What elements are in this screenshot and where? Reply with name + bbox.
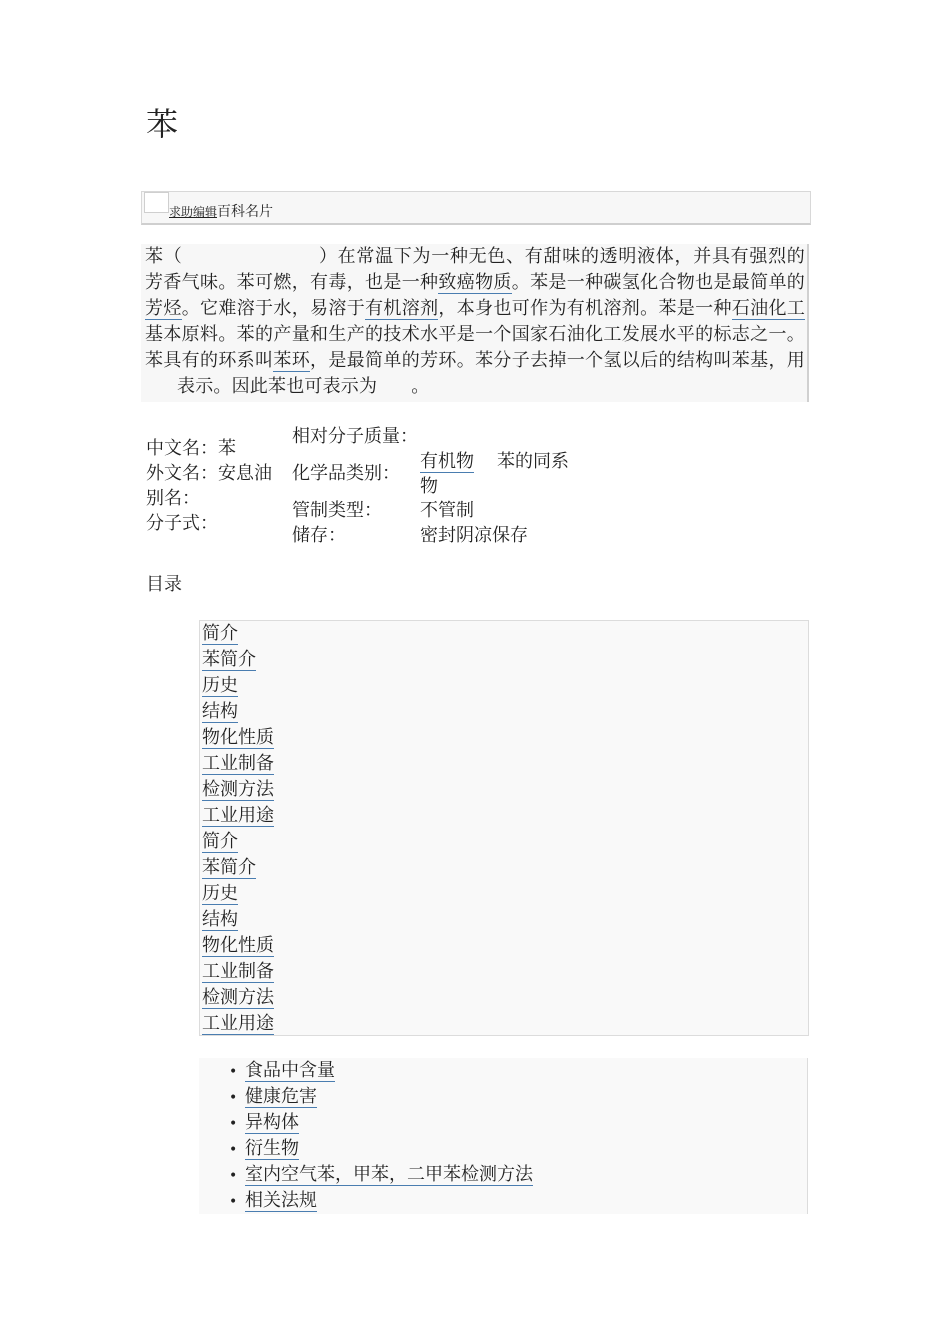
toc-link[interactable]: 工业制备 bbox=[202, 753, 274, 774]
baike-card-bar bbox=[141, 191, 811, 225]
toc-link[interactable]: 结构 bbox=[202, 701, 238, 722]
toc-item[interactable] bbox=[202, 933, 808, 959]
toc-sub-item[interactable] bbox=[245, 1084, 807, 1110]
toc-item[interactable] bbox=[202, 673, 808, 699]
info-storage-value: 密封阴凉保存 bbox=[420, 525, 528, 546]
toc-sub-link[interactable]: 室内空气苯，甲苯，二甲苯检测方法 bbox=[245, 1164, 533, 1185]
info-chem-class-homolog: 苯的同系 bbox=[497, 451, 569, 472]
toc-link[interactable]: 工业用途 bbox=[202, 805, 274, 826]
help-edit-link[interactable]: 求助编辑 bbox=[169, 205, 218, 219]
toc-link[interactable]: 检测方法 bbox=[202, 987, 274, 1008]
toc-item[interactable] bbox=[202, 881, 808, 907]
toc-link[interactable]: 工业用途 bbox=[202, 1013, 274, 1034]
toc-link[interactable]: 历史 bbox=[202, 883, 238, 904]
info-chem-class-label: 化学品类别： bbox=[292, 463, 400, 484]
toc-sub-link[interactable]: 衍生物 bbox=[245, 1138, 299, 1159]
card-image-placeholder bbox=[144, 192, 169, 213]
info-formula: 分子式： bbox=[146, 513, 218, 534]
toc-sub-item[interactable] bbox=[245, 1136, 807, 1162]
toc-sub-item[interactable] bbox=[245, 1110, 807, 1136]
table-of-contents bbox=[199, 620, 809, 1036]
intro-text: 。它难溶于水，易溶于 bbox=[181, 298, 366, 319]
toc-sub-list bbox=[199, 1058, 808, 1214]
toc-sub-link[interactable]: 健康危害 bbox=[245, 1086, 317, 1107]
intro-text: 。 bbox=[411, 376, 430, 397]
toc-item[interactable] bbox=[202, 1011, 808, 1037]
toc-heading: 目录 bbox=[146, 574, 182, 595]
toc-item[interactable] bbox=[202, 985, 808, 1011]
toc-item[interactable] bbox=[202, 725, 808, 751]
intro-text: 基本原料。苯的产量和生产的技术水平是一个国家石油化工发展水平的标志之一。苯具有的环系叫 bbox=[145, 324, 805, 371]
intro-text: 。苯是一种碳氢化合物也是最简单的 bbox=[511, 272, 805, 293]
toc-link[interactable]: 苯简介 bbox=[202, 857, 256, 878]
info-storage-label: 储存： bbox=[292, 525, 346, 546]
toc-sub-item[interactable] bbox=[245, 1058, 807, 1084]
info-control-label: 管制类型： bbox=[292, 500, 382, 521]
link-carcinogen[interactable]: 致癌物质 bbox=[438, 272, 512, 293]
intro-text: 表示。因此苯也可表示为 bbox=[177, 376, 378, 397]
toc-link[interactable]: 历史 bbox=[202, 675, 238, 696]
toc-sub-item[interactable] bbox=[245, 1162, 807, 1188]
page-title: 苯 bbox=[146, 105, 179, 143]
link-benzene-ring[interactable]: 苯环 bbox=[273, 350, 311, 371]
toc-item[interactable] bbox=[202, 621, 808, 647]
info-chem-class-homolog-cont: 物 bbox=[420, 476, 438, 497]
toc-item[interactable] bbox=[202, 829, 808, 855]
toc-sub-link[interactable]: 食品中含量 bbox=[245, 1060, 335, 1081]
intro-text: ，本身也可作为有机溶剂。苯是一种 bbox=[438, 298, 732, 319]
toc-link[interactable]: 结构 bbox=[202, 909, 238, 930]
toc-item[interactable] bbox=[202, 855, 808, 881]
info-control-value: 不管制 bbox=[420, 500, 474, 521]
toc-sub-item[interactable] bbox=[245, 1188, 807, 1214]
toc-item[interactable] bbox=[202, 803, 808, 829]
intro-paragraph bbox=[141, 244, 807, 400]
info-alias: 别名： bbox=[146, 488, 200, 509]
info-chinese-name: 中文名：苯 bbox=[146, 438, 236, 459]
toc-link[interactable]: 简介 bbox=[202, 831, 238, 852]
intro-text: 苯（ bbox=[145, 246, 183, 267]
info-molar-mass: 相对分子质量： bbox=[292, 426, 418, 447]
toc-sub-link[interactable]: 异构体 bbox=[245, 1112, 299, 1133]
toc-item[interactable] bbox=[202, 751, 808, 777]
toc-item[interactable] bbox=[202, 647, 808, 673]
info-chem-class-link-organic[interactable]: 有机物 bbox=[420, 451, 474, 472]
info-foreign-name: 外文名：安息油 bbox=[146, 463, 272, 484]
toc-item[interactable] bbox=[202, 699, 808, 725]
link-organic-solvent[interactable]: 有机溶剂 bbox=[365, 298, 439, 319]
toc-link[interactable]: 物化性质 bbox=[202, 727, 274, 748]
toc-item[interactable] bbox=[202, 907, 808, 933]
toc-item[interactable] bbox=[202, 777, 808, 803]
intro-text: ，是最简单的芳环。苯分子去掉一个氢以后的结构叫苯基，用 bbox=[310, 350, 805, 371]
intro-text: ）在常温下为一种无色、有甜味的透明液体，并具有强烈的芳香气味。苯可燃，有毒，也是一种 bbox=[145, 246, 805, 293]
toc-link[interactable]: 物化性质 bbox=[202, 935, 274, 956]
link-aromatic[interactable]: 芳烃 bbox=[145, 298, 182, 319]
toc-link[interactable]: 检测方法 bbox=[202, 779, 274, 800]
toc-sub-link[interactable]: 相关法规 bbox=[245, 1190, 317, 1211]
toc-link[interactable]: 工业制备 bbox=[202, 961, 274, 982]
card-label: 百科名片 bbox=[217, 204, 274, 220]
toc-link[interactable]: 简介 bbox=[202, 623, 238, 644]
intro-summary bbox=[141, 244, 809, 402]
toc-item[interactable] bbox=[202, 959, 808, 985]
toc-link[interactable]: 苯简介 bbox=[202, 649, 256, 670]
link-petrochemical[interactable]: 石油化工 bbox=[731, 298, 806, 319]
